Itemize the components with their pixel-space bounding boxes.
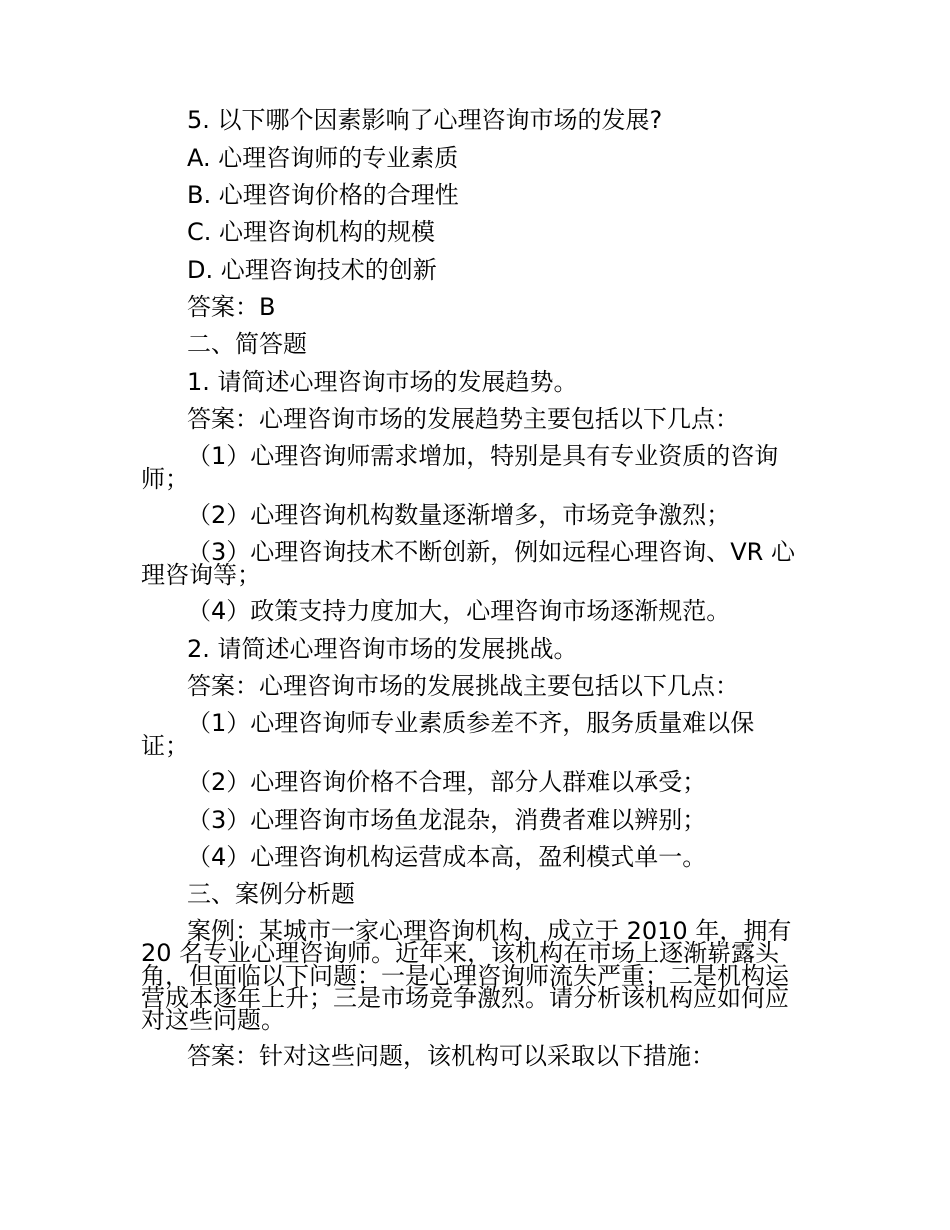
question-5-stem: 5. 以下哪个因素影响了心理咨询市场的发展? [187,106,663,134]
case-line-1: 案例：某城市一家心理咨询机构，成立于 2010 年，拥有 [187,917,792,945]
section-3-heading: 三、案例分析题 [187,880,355,908]
q2-point-2: （2）心理咨询价格不合理，部分人群难以承受； [187,768,707,796]
q2-point-1-cont: 证； [141,732,189,760]
q1-point-4: （4）政策支持力度加大，心理咨询市场逐渐规范。 [187,597,731,625]
question-5-answer: 答案：B [187,293,276,321]
case-line-2: 20 名专业心理咨询师。近年来，该机构在市场上逐渐崭露头 [141,939,780,967]
q2-answer-intro: 答案：心理咨询市场的发展挑战主要包括以下几点： [187,672,739,700]
q2-point-4: （4）心理咨询机构运营成本高，盈利模式单一。 [187,843,707,871]
q1-point-3-cont: 理咨询等； [141,561,261,589]
q2-point-3: （3）心理咨询市场鱼龙混杂，消费者难以辨别； [187,806,707,834]
q1-point-1: （1）心理咨询师需求增加，特别是具有专业资质的咨询 [187,442,779,470]
option-b: B. 心理咨询价格的合理性 [187,181,459,209]
q1-answer-intro: 答案：心理咨询市场的发展趋势主要包括以下几点： [187,405,739,433]
case-answer-intro: 答案：针对这些问题，该机构可以采取以下措施： [187,1042,715,1070]
q1-point-3: （3）心理咨询技术不断创新，例如远程心理咨询、VR 心 [187,538,795,566]
section-2-heading: 二、简答题 [187,330,307,358]
case-line-3: 角，但面临以下问题：一是心理咨询师流失严重；二是机构运 [141,962,789,990]
q1-point-1-cont: 师； [141,465,189,493]
q1-stem: 1. 请简述心理咨询市场的发展趋势。 [187,368,578,396]
option-d: D. 心理咨询技术的创新 [187,256,437,284]
q2-stem: 2. 请简述心理咨询市场的发展挑战。 [187,635,578,663]
q2-point-1: （1）心理咨询师专业素质参差不齐，服务质量难以保 [187,709,755,737]
case-line-4: 营成本逐年上升；三是市场竞争激烈。请分析该机构应如何应 [141,984,789,1012]
option-c: C. 心理咨询机构的规模 [187,218,436,246]
case-line-5: 对这些问题。 [141,1006,285,1034]
option-a: A. 心理咨询师的专业素质 [187,144,459,172]
q1-point-2: （2）心理咨询机构数量逐渐增多，市场竞争激烈； [187,501,731,529]
